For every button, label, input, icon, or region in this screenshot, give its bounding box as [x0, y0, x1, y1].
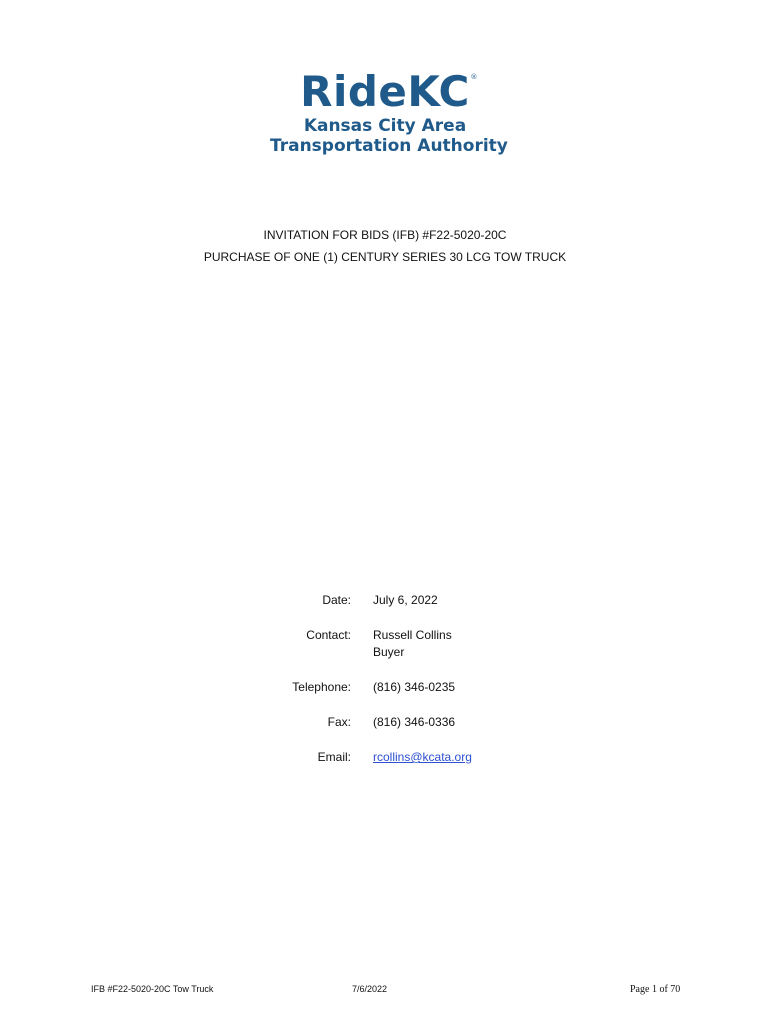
- title-line-1: INVITATION FOR BIDS (IFB) #F22-5020-20C: [263, 228, 507, 242]
- title-line-2: PURCHASE OF ONE (1) CENTURY SERIES 30 LCG TOW TRUCK: [203, 250, 567, 264]
- fax-value: (816) 346-0336: [373, 715, 456, 729]
- date-row: [240, 592, 540, 609]
- footer-document-id: IFB #F22-5020-20C Tow Truck: [91, 984, 214, 994]
- contact-row: [240, 627, 540, 661]
- page-footer: [0, 984, 770, 998]
- telephone-row: [240, 679, 540, 696]
- logo-registered-mark: ®: [470, 73, 478, 81]
- contact-role: Buyer: [373, 645, 405, 659]
- date-label: Date:: [322, 593, 351, 607]
- telephone-label: Telephone:: [292, 680, 351, 694]
- fax-label: Fax:: [327, 715, 351, 729]
- contact-value: [373, 627, 540, 661]
- email-value-cell: [373, 749, 540, 766]
- ridekc-logo: [270, 67, 508, 156]
- telephone-value: (816) 346-0235: [373, 680, 456, 694]
- footer-page-number: Page 1 of 70: [630, 984, 681, 995]
- date-value: July 6, 2022: [373, 593, 438, 607]
- contact-info: [240, 592, 540, 784]
- contact-name: Russell Collins: [373, 628, 452, 642]
- email-label: Email:: [317, 750, 351, 764]
- logo-line-2: Transportation Authority: [270, 136, 508, 156]
- email-link[interactable]: rcollins@kcata.org: [373, 750, 472, 764]
- document-title: [0, 224, 770, 268]
- logo-brand-text: RideKC: [300, 67, 470, 116]
- footer-date: 7/6/2022: [352, 984, 388, 994]
- contact-label: Contact:: [306, 628, 351, 642]
- logo-brand: [300, 67, 478, 116]
- logo-line-1: Kansas City Area: [303, 116, 467, 136]
- fax-row: [240, 714, 540, 731]
- email-row: [240, 749, 540, 766]
